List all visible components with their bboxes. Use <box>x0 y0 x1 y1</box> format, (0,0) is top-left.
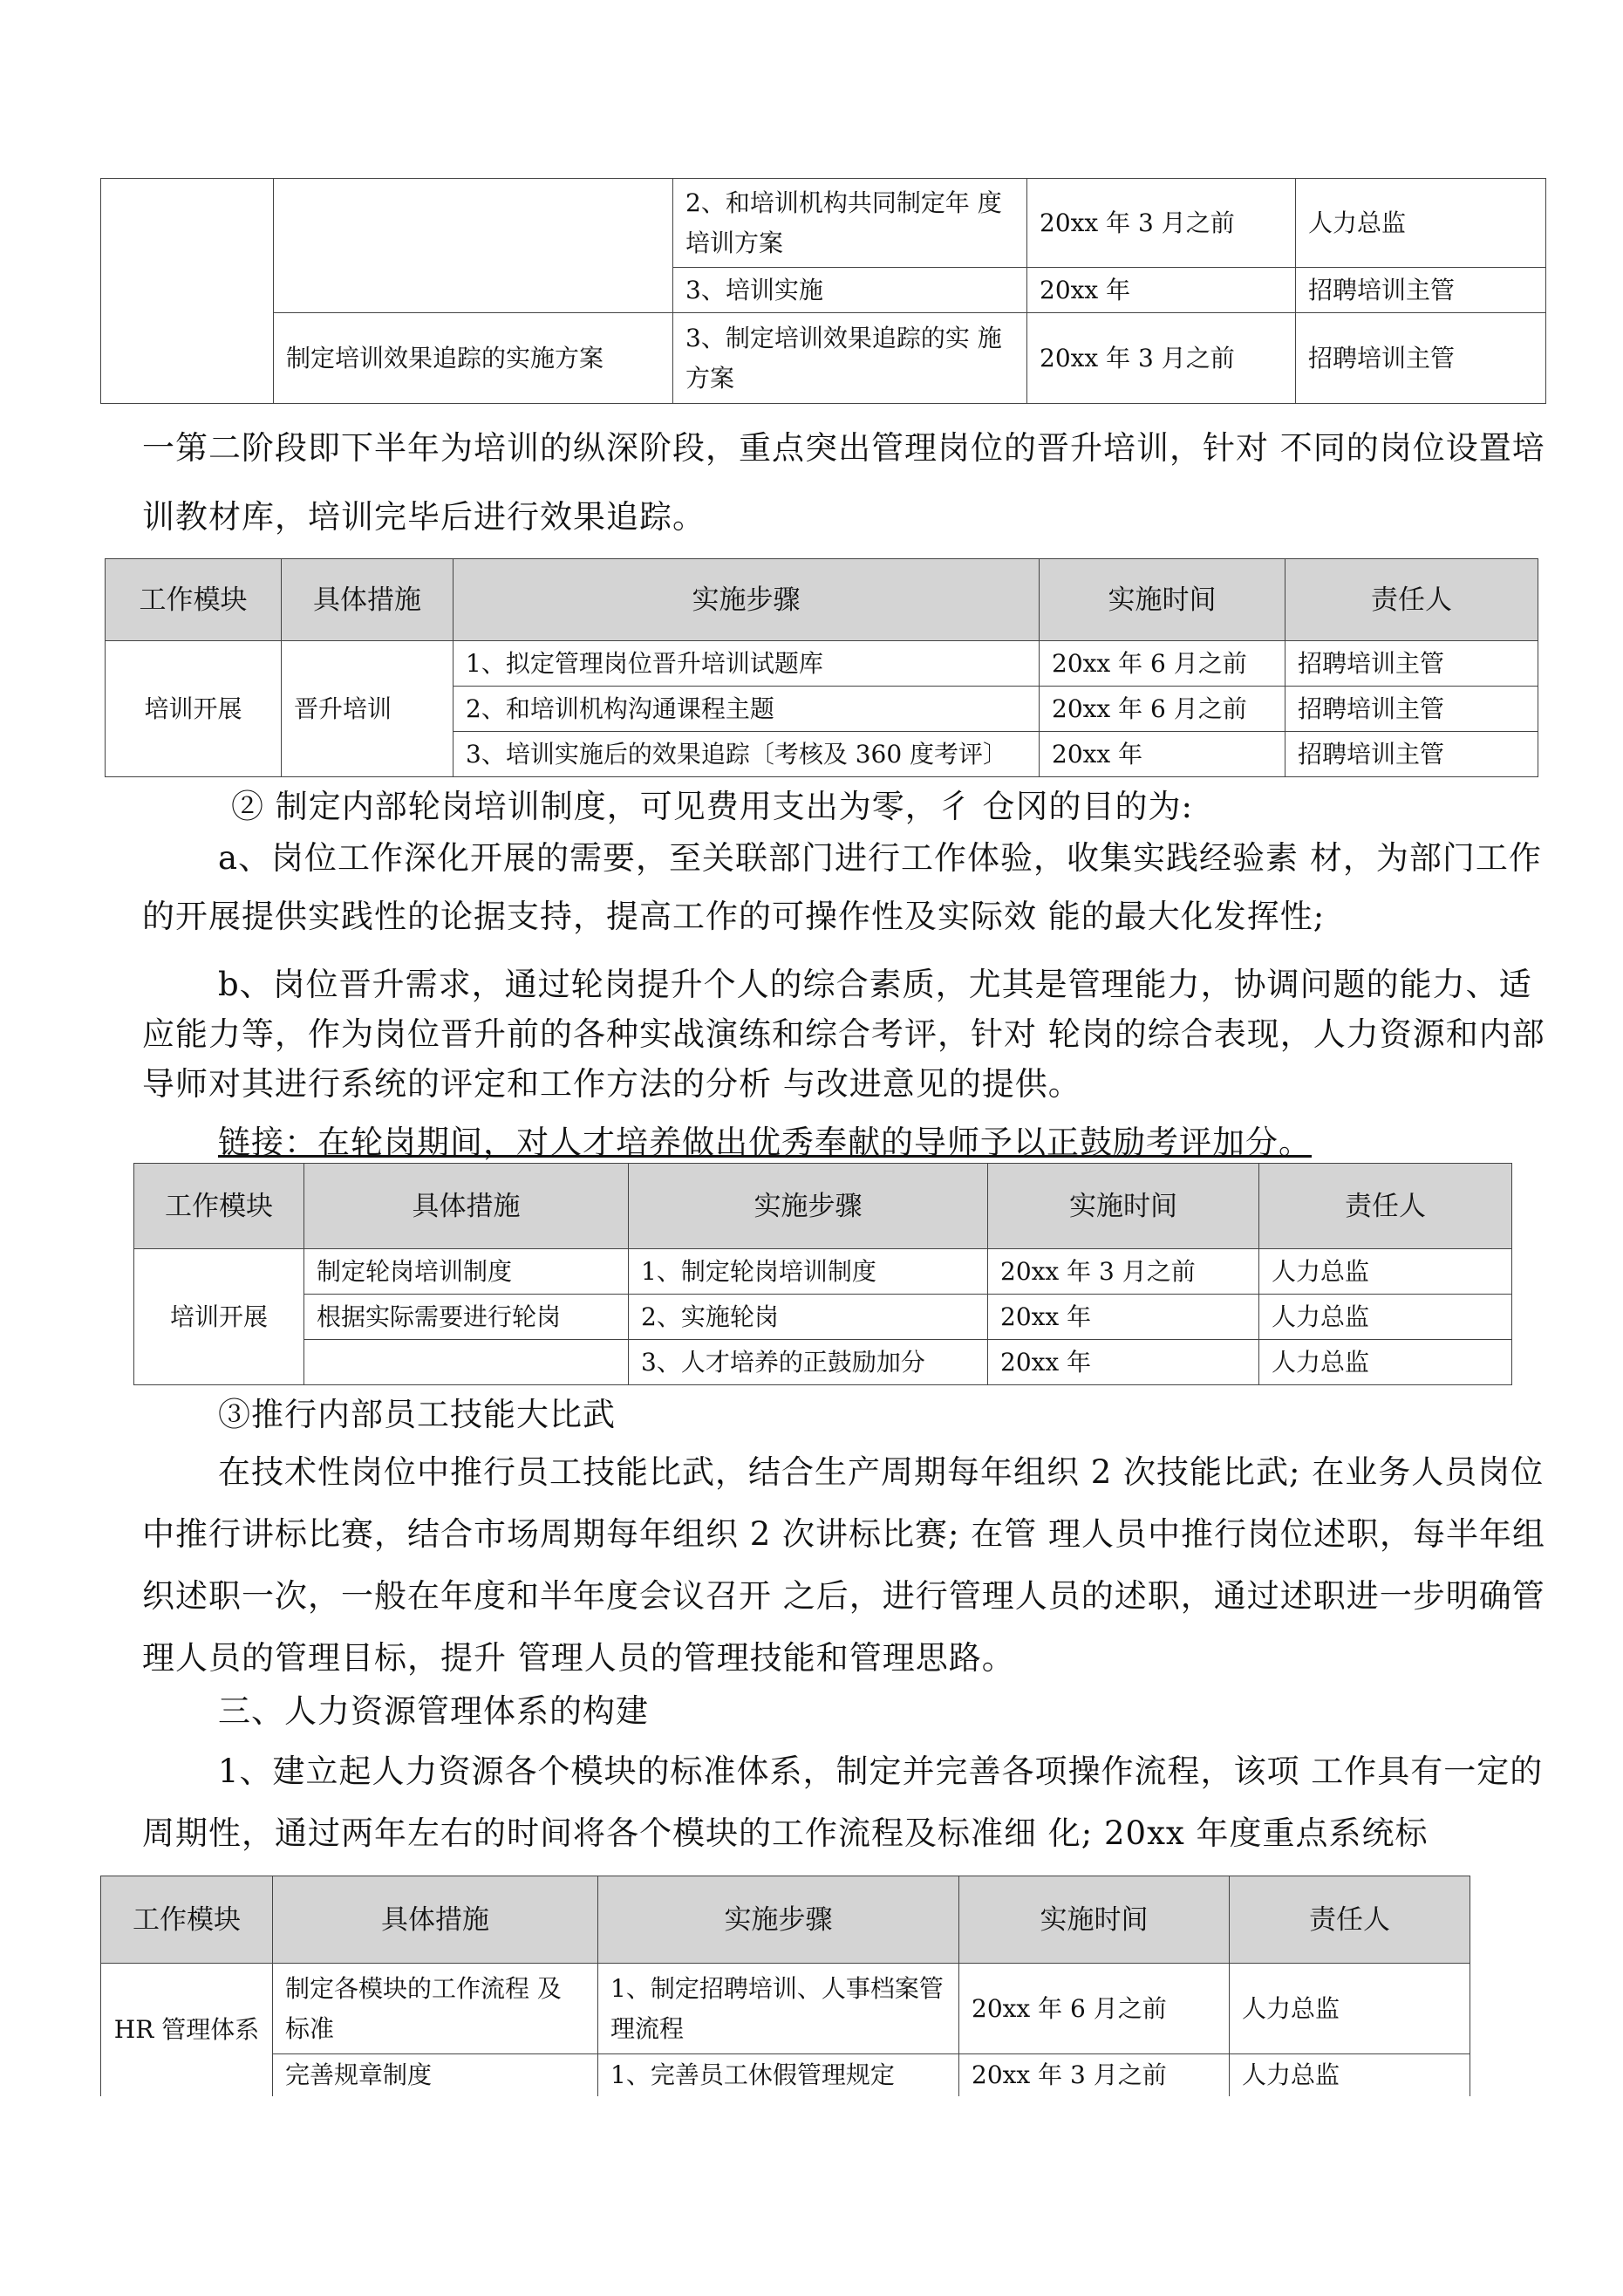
step-cell: 3、制定培训效果追踪的实 施方案 <box>673 313 1027 404</box>
table-row <box>101 2054 1470 2096</box>
owner-cell: 人力总监 <box>1296 179 1546 268</box>
table-row <box>106 641 1538 687</box>
column-header: 实施时间 <box>988 1164 1259 1249</box>
step-cell: 1、完善员工休假管理规定 <box>598 2054 959 2096</box>
column-header: 实施时间 <box>1040 559 1285 641</box>
column-header: 具体措施 <box>273 1876 598 1964</box>
measure-cell <box>304 1340 629 1385</box>
step-cell: 1、拟定管理岗位晋升培训试题库 <box>453 641 1040 687</box>
column-header: 工作模块 <box>134 1164 304 1249</box>
paragraph: b、岗位晋升需求，通过轮岗提升个人的综合素质，尤其是管理能力，协调问题的能力、适应能力等，作为岗位晋升前的各种实战演练和综合考评，针对 轮岗的综合表现，人力资源和内部导师对其进行系统的评定和工作方法的分析 与改进意见的提供。 <box>142 966 1545 1103</box>
time-cell: 20xx 年 3 月之前 <box>1027 179 1296 268</box>
time-cell: 20xx 年 <box>1027 268 1296 313</box>
module-cell: 培训开展 <box>106 641 282 777</box>
table-header-row <box>134 1164 1512 1249</box>
table-header-row <box>101 1876 1470 1964</box>
table-row <box>134 1295 1512 1340</box>
module-cell <box>101 179 274 404</box>
column-header: 责任人 <box>1285 559 1538 641</box>
table-row <box>134 1249 1512 1295</box>
step-cell: 3、培训实施后的效果追踪〔考核及 360 度考评〕 <box>453 732 1040 777</box>
column-header: 具体措施 <box>282 559 453 641</box>
paragraph: 一第二阶段即下半年为培训的纵深阶段，重点突出管理岗位的晋升培训，针对 不同的岗位设置培训教材库，培训完毕后进行效果追踪。 <box>142 429 1545 536</box>
paragraph: ② 制定内部轮岗培训制度，可见费用支出为零，彳 仓冈的目的为: <box>231 788 1193 825</box>
column-header: 责任人 <box>1259 1164 1512 1249</box>
link-note: 链接：在轮岗期间，对人才培养做出优秀奉献的导师予以正鼓励考评加分。 <box>218 1124 1312 1161</box>
time-cell: 20xx 年 3 月之前 <box>1027 313 1296 404</box>
owner-cell: 招聘培训主管 <box>1296 268 1546 313</box>
column-header: 实施步骤 <box>598 1876 959 1964</box>
table-row <box>134 1340 1512 1385</box>
table-4 <box>100 1876 1470 2096</box>
step-cell: 1、制定招聘培训、人事档案管理流程 <box>598 1964 959 2054</box>
time-cell: 20xx 年 6 月之前 <box>1040 641 1285 687</box>
measure-cell <box>274 179 673 313</box>
time-cell: 20xx 年 3 月之前 <box>959 2054 1230 2096</box>
column-header: 责任人 <box>1230 1876 1470 1964</box>
table-row <box>101 1964 1470 2054</box>
measure-cell: 根据实际需要进行轮岗 <box>304 1295 629 1340</box>
paragraph: a、岗位工作深化开展的需要，至关联部门进行工作体验，收集实践经验素 材，为部门工作的开展提供实践性的论据支持，提高工作的可操作性及实际效 能的最大化发挥性; <box>142 839 1542 935</box>
column-header: 具体措施 <box>304 1164 629 1249</box>
step-cell: 3、人才培养的正鼓励加分 <box>629 1340 988 1385</box>
step-cell: 1、制定轮岗培训制度 <box>629 1249 988 1295</box>
module-cell: 培训开展 <box>134 1249 304 1385</box>
table-header-row <box>106 559 1538 641</box>
time-cell: 20xx 年 3 月之前 <box>988 1249 1259 1295</box>
column-header: 实施步骤 <box>629 1164 988 1249</box>
owner-cell: 人力总监 <box>1259 1340 1512 1385</box>
paragraph: 1、建立起人力资源各个模块的标准体系，制定并完善各项操作流程，该项 工作具有一定的周期性，通过两年左右的时间将各个模块的工作流程及标准细 化; 20xx 年度重点系统标 <box>142 1753 1544 1852</box>
owner-cell: 招聘培训主管 <box>1296 313 1546 404</box>
owner-cell: 人力总监 <box>1259 1249 1512 1295</box>
owner-cell: 人力总监 <box>1259 1295 1512 1340</box>
owner-cell: 人力总监 <box>1230 1964 1470 2054</box>
column-header: 实施时间 <box>959 1876 1230 1964</box>
measure-cell: 晋升培训 <box>282 641 453 777</box>
column-header: 工作模块 <box>106 559 282 641</box>
section-heading: ③推行内部员工技能大比武 <box>218 1396 616 1433</box>
table-row <box>101 179 1546 268</box>
owner-cell: 招聘培训主管 <box>1285 641 1538 687</box>
measure-cell: 完善规章制度 <box>273 2054 598 2096</box>
measure-cell: 制定各模块的工作流程 及标准 <box>273 1964 598 2054</box>
owner-cell: 人力总监 <box>1230 2054 1470 2096</box>
module-cell: HR 管理体系 <box>101 1964 273 2096</box>
step-cell: 2、和培训机构共同制定年 度培训方案 <box>673 179 1027 268</box>
step-cell: 2、实施轮岗 <box>629 1295 988 1340</box>
owner-cell: 招聘培训主管 <box>1285 732 1538 777</box>
measure-cell: 制定培训效果追踪的实施方案 <box>274 313 673 404</box>
time-cell: 20xx 年 <box>988 1340 1259 1385</box>
time-cell: 20xx 年 6 月之前 <box>1040 687 1285 732</box>
table-1 <box>100 178 1546 404</box>
time-cell: 20xx 年 <box>988 1295 1259 1340</box>
time-cell: 20xx 年 6 月之前 <box>959 1964 1230 2054</box>
owner-cell: 招聘培训主管 <box>1285 687 1538 732</box>
table-row <box>101 313 1546 404</box>
table-2 <box>105 558 1538 777</box>
step-cell: 3、培训实施 <box>673 268 1027 313</box>
column-header: 实施步骤 <box>453 559 1040 641</box>
measure-cell: 制定轮岗培训制度 <box>304 1249 629 1295</box>
time-cell: 20xx 年 <box>1040 732 1285 777</box>
table-3 <box>133 1163 1512 1385</box>
paragraph: 在技术性岗位中推行员工技能比武，结合生产周期每年组织 2 次技能比武; 在业务人员岗位中推行讲标比赛，结合市场周期每年组织 2 次讲标比赛; 在管 理人员中推行岗位述职，每半年组织述职一次，一般在年度和半年度会议召开 之后，进行管理人员的述职，通过述职进一步明确管理人员的管理目标，提升 管理人员的管理技能和管理思路。 <box>142 1453 1546 1677</box>
section-heading: 三、人力资源管理体系的构建 <box>218 1692 649 1730</box>
column-header: 工作模块 <box>101 1876 273 1964</box>
step-cell: 2、和培训机构沟通课程主题 <box>453 687 1040 732</box>
